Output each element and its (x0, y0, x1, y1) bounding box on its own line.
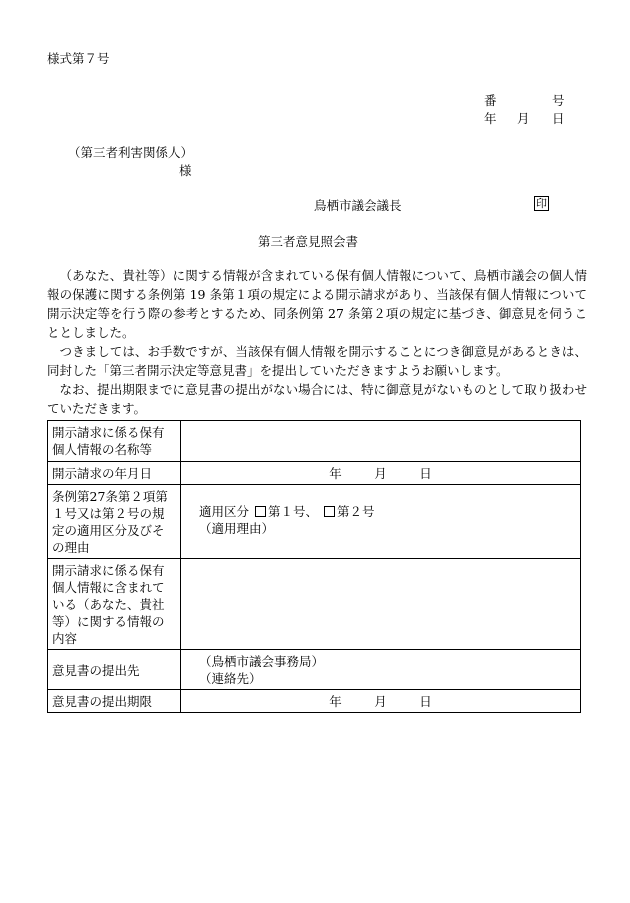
row-value-request-date (181, 462, 581, 485)
deadline-day: 日 (419, 694, 432, 709)
body-paragraph-2: つきましては、お手数ですが、当該保有個人情報を開示することにつき御意見があるときは、同封した「第三者開示決定等意見書」を提出していただきますようお願いします。 (47, 344, 587, 378)
applicability-line (199, 503, 576, 520)
recipient-honorific: 様 (179, 163, 192, 178)
seal-stamp: 印 (536, 197, 547, 210)
date-month: 月 (517, 111, 530, 126)
row-value-content (181, 559, 581, 650)
destination-contact: （連絡先） (199, 671, 262, 686)
row-label-request-date: 開示請求の年月日 (48, 462, 181, 485)
row-label-name: 開示請求に係る保有個人情報の名称等 (48, 421, 181, 462)
body-paragraph-1: （あなた、貴社等）に関する情報が含まれている保有個人情報について、鳥栖市議会の個人情報の保護に関する条例第 19 条第１項の規定による開示請求があり、当該保有個人情報について開示決定等を行う際の参考とするため、同条例第 27 条第２項の規定に基づき、御意見を伺うこととしました。 (47, 268, 587, 340)
date-year: 年 (484, 111, 497, 126)
applicability-reason: （適用理由） (199, 521, 275, 536)
table-row-name (48, 421, 581, 462)
row-label-applicability: 条例第27条第２項第１号又は第２号の規定の適用区分及びその理由 (48, 485, 181, 559)
deadline-month: 月 (374, 694, 387, 709)
body-text (47, 266, 587, 418)
table-row-applicability (48, 485, 581, 559)
body-paragraph-3: なお、提出期限までに意見書の提出がない場合には、特に御意見がないものとして取り扱わせていただきます。 (47, 382, 587, 416)
table-row-deadline (48, 690, 581, 713)
request-date-year: 年 (329, 466, 342, 481)
applicability-prefix: 適用区分 (199, 504, 250, 519)
table-row-request-date (48, 462, 581, 485)
row-value-deadline (181, 690, 581, 713)
table-row-destination (48, 650, 581, 690)
info-table (47, 420, 581, 713)
row-value-destination (181, 650, 581, 690)
option-item2-label: 第２号 (337, 504, 375, 519)
deadline-year: 年 (329, 694, 342, 709)
reference-go: 号 (552, 93, 565, 108)
date-day: 日 (552, 111, 565, 126)
sender-name: 鳥栖市議会議長 (314, 198, 402, 213)
checkbox-item1[interactable] (255, 506, 266, 517)
request-date-month: 月 (374, 466, 387, 481)
row-value-name (181, 421, 581, 462)
reference-ban: 番 (484, 93, 497, 108)
checkbox-item2[interactable] (324, 506, 335, 517)
row-label-destination: 意見書の提出先 (48, 650, 181, 690)
destination-office: （鳥栖市議会事務局） (199, 654, 325, 669)
row-value-applicability (181, 485, 581, 559)
row-label-deadline: 意見書の提出期限 (48, 690, 181, 713)
document-title: 第三者意見照会書 (258, 234, 359, 249)
option-item1-label: 第１号、 (268, 504, 319, 519)
table-row-content (48, 559, 581, 650)
request-date-day: 日 (419, 466, 432, 481)
recipient-party: （第三者利害関係人） (68, 145, 194, 160)
form-number: 様式第７号 (47, 51, 110, 66)
row-label-content: 開示請求に係る保有個人情報に含まれている（あなた、貴社等）に関する情報の内容 (48, 559, 181, 650)
